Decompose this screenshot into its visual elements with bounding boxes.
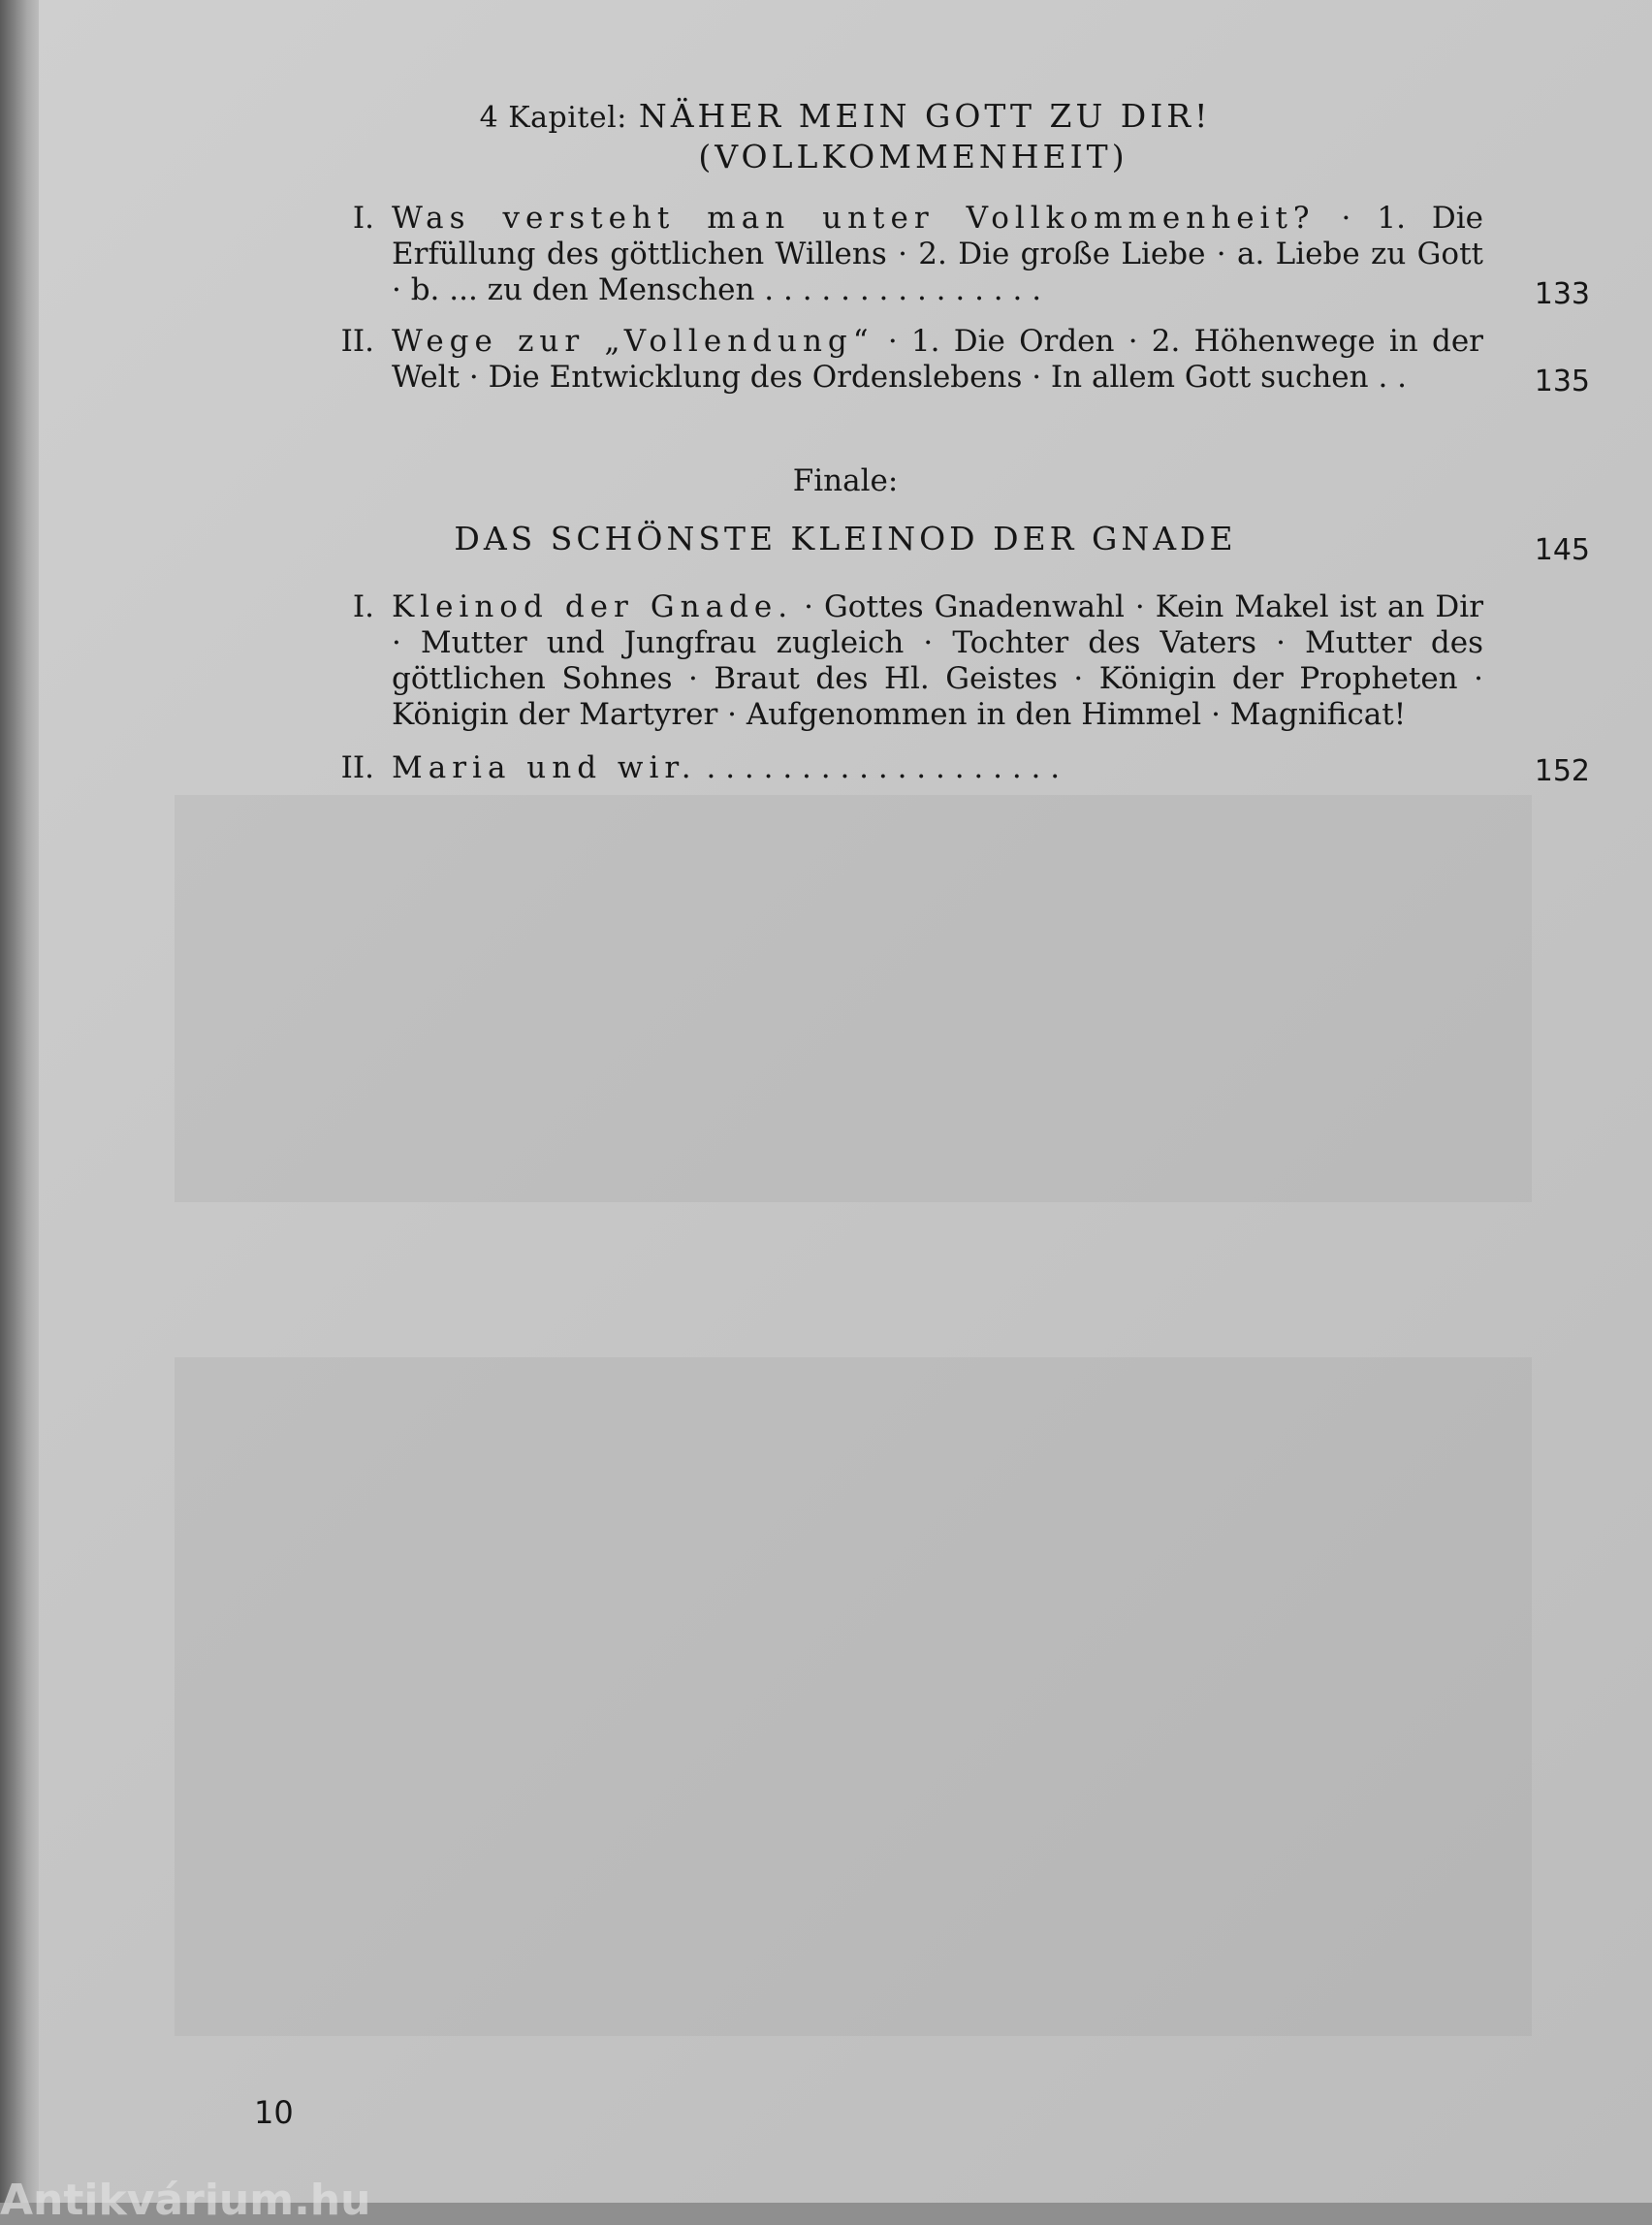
entry-heading: Was versteht man unter Vollkommenheit? [392, 201, 1316, 236]
entry-page-number: 135 [1534, 365, 1590, 398]
entry-description: · 1. Die Erfüllung des göttlichen Willens · 2. Die große Liebe · a. Liebe zu Gott · b. ... zu den Menschen . . . . . . . . . . . . . . . [392, 201, 1484, 307]
chapter-title: NÄHER MEIN GOTT ZU DIR! [638, 97, 1212, 135]
entry-heading: Maria und wir. [392, 750, 697, 785]
chapter-heading [39, 97, 1652, 176]
watermark: Antikvárium.hu [0, 2176, 371, 2225]
entry-text [392, 750, 1483, 786]
entry-numeral: II. [340, 750, 374, 785]
entry-numeral: II. [340, 324, 374, 359]
finale-page-number: 145 [1534, 533, 1590, 567]
entry-numeral: I. [352, 589, 374, 624]
entry-numeral: I. [352, 201, 374, 236]
entry-text [392, 589, 1483, 733]
entry-text [392, 201, 1483, 308]
entry-page-number: 152 [1534, 754, 1590, 788]
toc-entry [299, 201, 1483, 308]
toc-entry [299, 750, 1483, 786]
folio-page-number: 10 [254, 2094, 294, 2131]
show-through-block [175, 795, 1532, 1202]
chapter-subtitle: (VOLLKOMMENHEIT) [698, 138, 1128, 175]
finale-title: DAS SCHÖNSTE KLEINOD DER GNADE [454, 520, 1237, 557]
chapter-label: 4 Kapitel: [479, 101, 627, 135]
entry-text [392, 324, 1483, 396]
toc-entry [299, 589, 1483, 733]
entry-description: . . . . . . . . . . . . . . . . . . . [696, 750, 1061, 785]
finale-label: Finale: [792, 463, 899, 498]
book-gutter-edge [0, 0, 39, 2203]
entry-page-number: 133 [1534, 277, 1590, 311]
toc-entry [299, 324, 1483, 396]
entry-heading: Wege zur „Vollendung“ [392, 324, 874, 359]
entry-description: · 1. Die Orden · 2. Höhenwege in der Welt · Die Entwicklung des Ordenslebens · In allem Gott suchen . . [392, 324, 1483, 395]
book-page [39, 0, 1652, 2203]
show-through-block [175, 1357, 1532, 2036]
entry-description: · Gottes Gnadenwahl · Kein Makel ist an Dir · Mutter und Jungfrau zugleich · Tochter des Vaters · Mutter des göttlichen Sohnes · Braut des Hl. Geistes · Königin der Propheten · Königin der Martyrer · Aufgenommen in den Himmel · Magnificat! [392, 589, 1484, 732]
entry-heading: Kleinod der Gnade. [392, 589, 794, 624]
